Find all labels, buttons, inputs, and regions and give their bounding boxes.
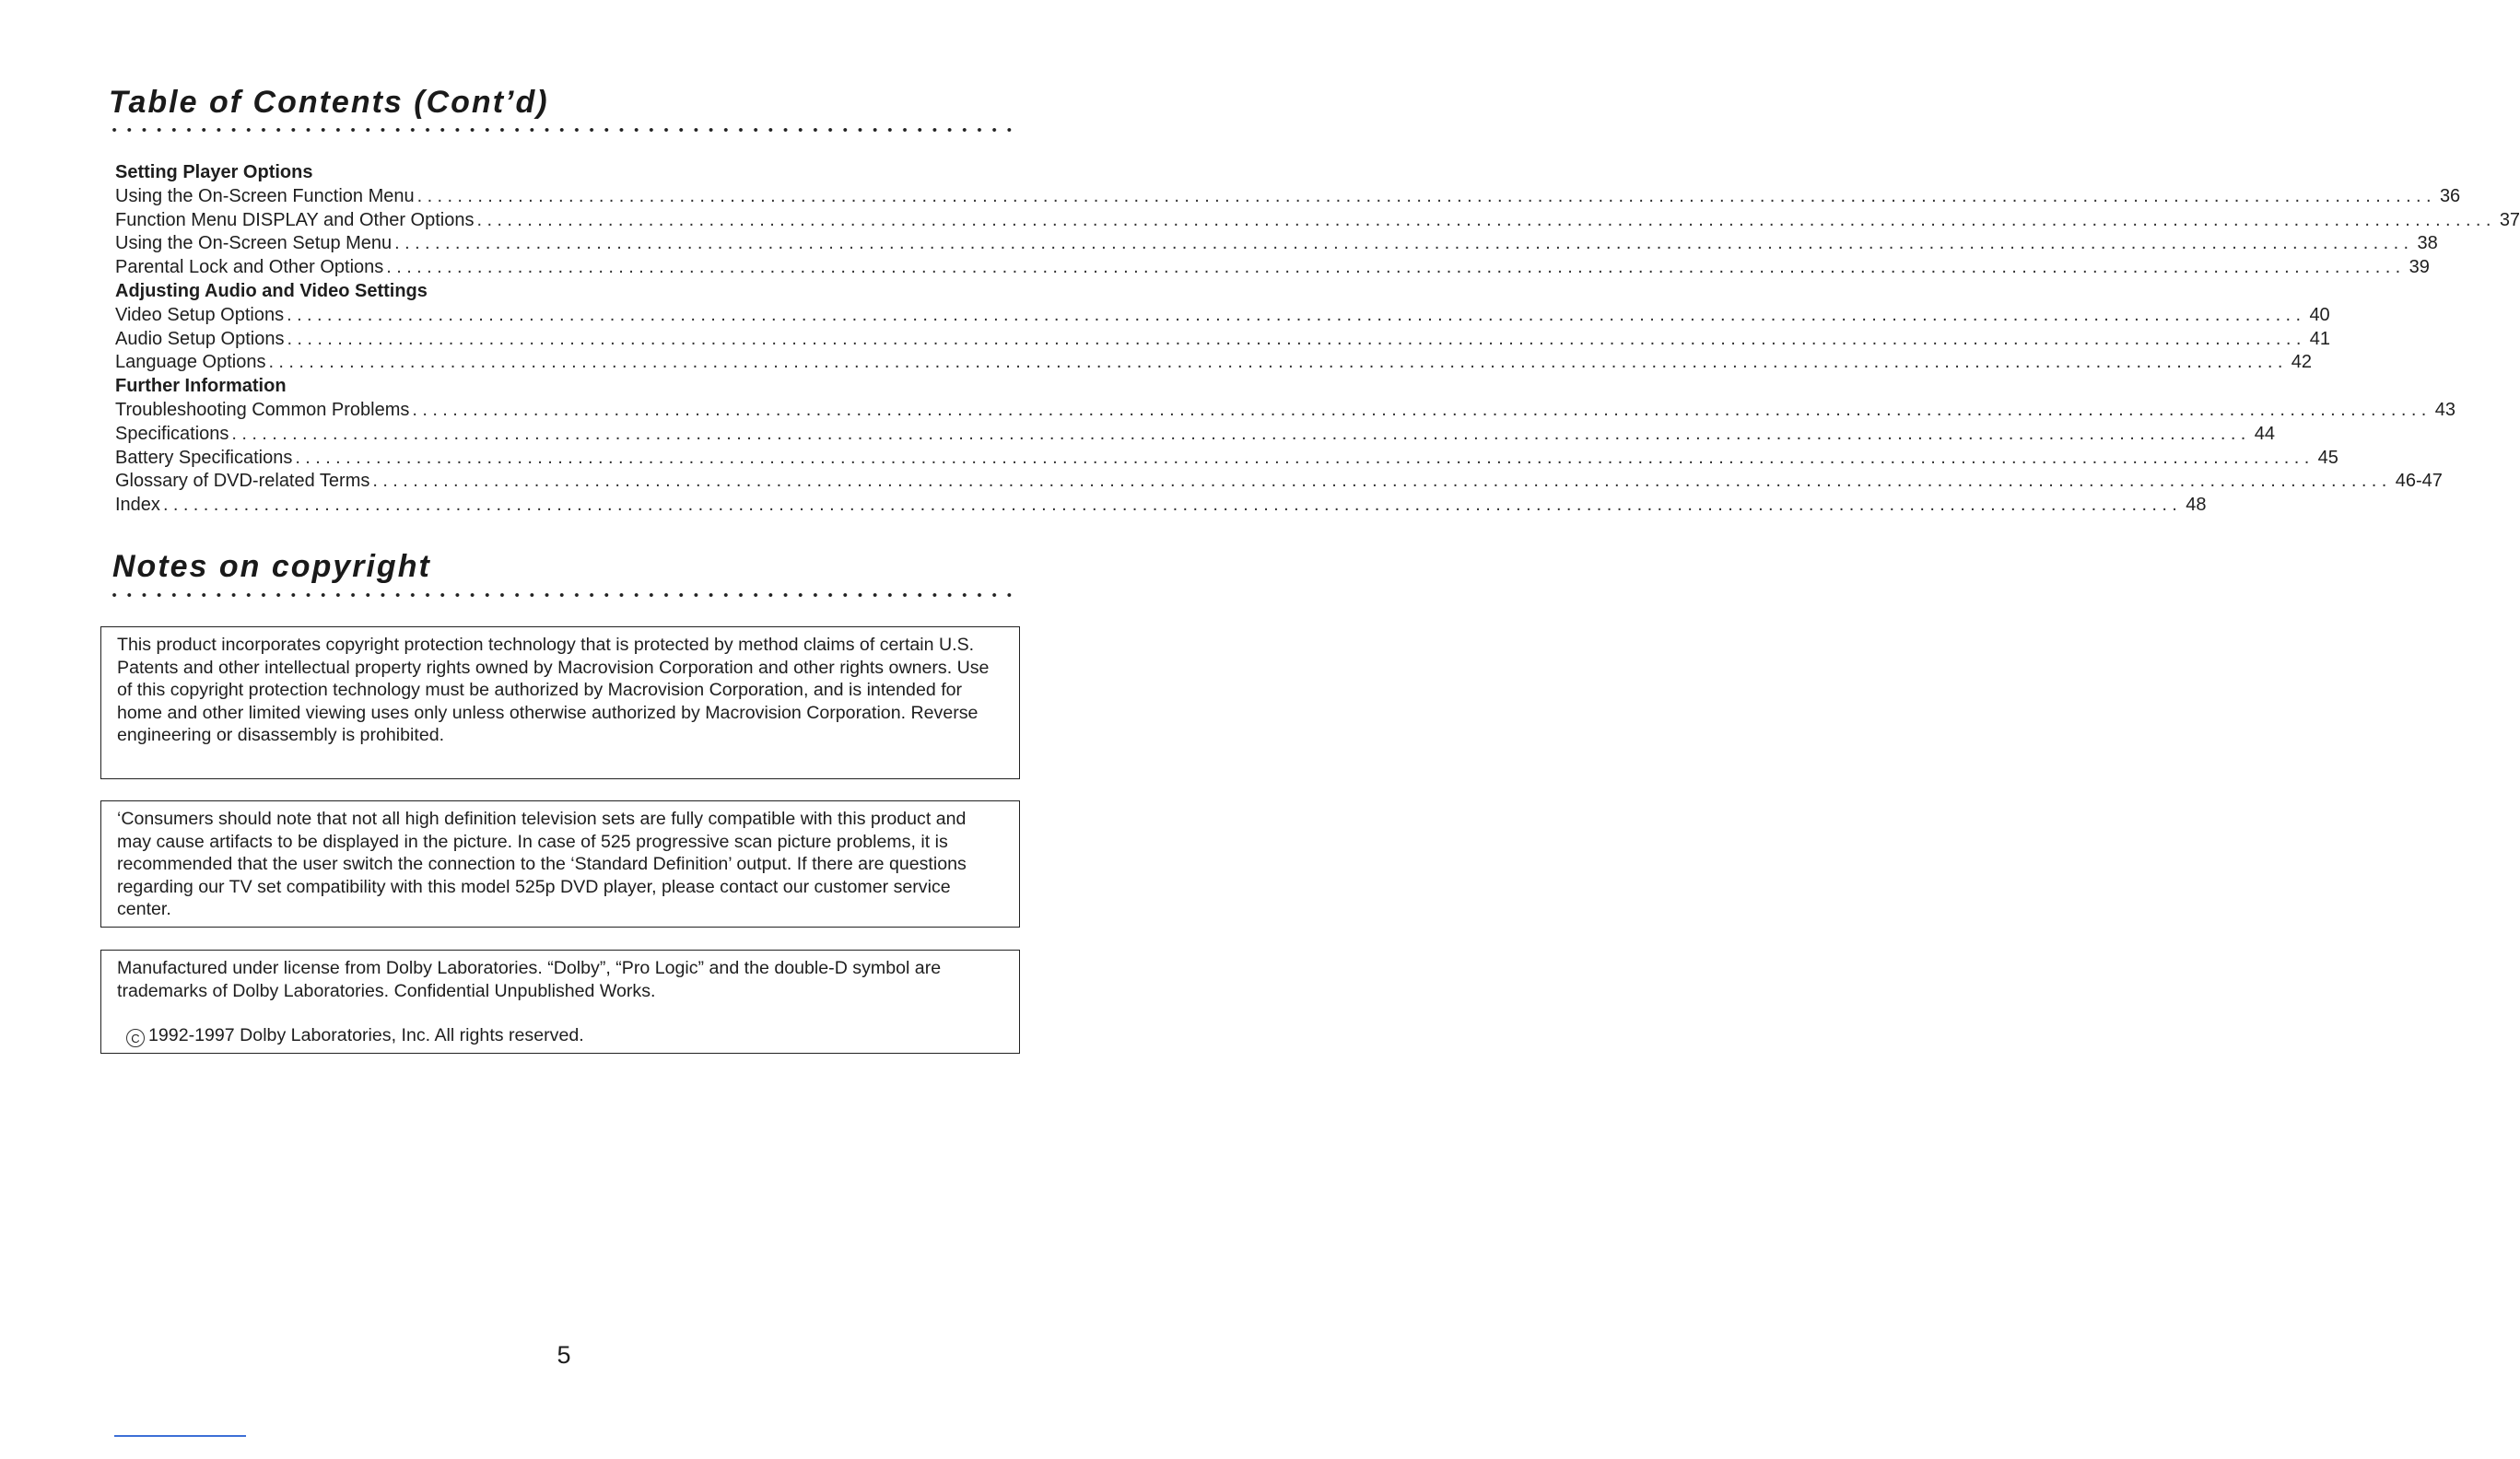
toc-entry-label: Using the On-Screen Setup Menu bbox=[115, 233, 393, 254]
toc-section-heading: Setting Player Options bbox=[115, 162, 313, 182]
toc-entry-label: Troubleshooting Common Problems bbox=[115, 399, 410, 420]
toc-entry-page: 48 bbox=[2186, 495, 2207, 516]
toc-entry bbox=[115, 470, 2443, 494]
toc-entry-label: Parental Lock and Other Options bbox=[115, 257, 384, 278]
consumers-notice-text: ‘Consumers should note that not all high definition television sets are fully compatible with this product and may cause artifacts to be displayed in the picture. In case of 525 progressive scan picture problems, it is recommended that the user switch the connection to the ‘Standard Definition’ output. If there are questions regarding our TV set compatibility with this model 525p DVD player, please contact our customer service center. bbox=[117, 809, 967, 920]
toc-entry-page: 46-47 bbox=[2395, 471, 2443, 492]
toc-dot-leader: ........................................................................................................................................................................................................ bbox=[268, 352, 2288, 373]
toc-entry-label: Function Menu DISPLAY and Other Options bbox=[115, 209, 475, 230]
toc-entry bbox=[115, 399, 2456, 423]
toc-dot-leader: ........................................................................................................................................................................................................ bbox=[412, 399, 2432, 420]
toc-entry-label: Video Setup Options bbox=[115, 304, 285, 325]
toc-dot-leader: ........................................................................................................................................................................................................ bbox=[295, 447, 2315, 468]
consumers-notice-box bbox=[100, 800, 1020, 928]
page-number: 5 bbox=[557, 1341, 571, 1369]
toc-entry-page: 39 bbox=[2409, 257, 2430, 278]
toc-entry bbox=[115, 328, 2331, 352]
toc-entry bbox=[115, 494, 2207, 518]
dolby-notice-box bbox=[100, 950, 1020, 1054]
toc-entry bbox=[115, 351, 2313, 375]
copyright-dotted-rule bbox=[107, 592, 1015, 598]
toc-entry-label: Audio Setup Options bbox=[115, 328, 285, 349]
toc-entry-label: Using the On-Screen Function Menu bbox=[115, 185, 415, 206]
toc-entry bbox=[115, 185, 2461, 209]
toc-dot-leader: ........................................................................................................................................................................................................ bbox=[287, 304, 2306, 325]
toc-dot-leader: ........................................................................................................................................................................................................ bbox=[372, 471, 2392, 492]
toc-dot-leader: ........................................................................................................................................................................................................ bbox=[394, 233, 2414, 254]
table-of-contents bbox=[115, 161, 2520, 518]
toc-entry-page: 36 bbox=[2439, 185, 2461, 206]
toc-title: Table of Contents (Cont’d) bbox=[109, 85, 549, 120]
copyright-title: Notes on copyright bbox=[112, 549, 431, 584]
macrovision-notice-text: This product incorporates copyright protection technology that is protected by method claims of certain U.S. Patents and other intellectual property rights owned by Macrovision Corporation and other rights owners. Use of this copyright protection technology must be authorized by Macrovision Corporation, and is intended for home and other limited viewing uses only unless otherwise authorized by Macrovision Corporation. Reverse engineering or disassembly is prohibited. bbox=[117, 635, 990, 746]
toc-entry-page: 38 bbox=[2417, 233, 2438, 254]
dolby-notice-text: Manufactured under license from Dolby Laboratories. “Dolby”, “Pro Logic” and the double-D symbol are trademarks of Dolby Laboratories. Confidential Unpublished Works. bbox=[117, 958, 942, 1001]
toc-entry-page: 43 bbox=[2434, 399, 2456, 420]
toc-entry bbox=[115, 447, 2338, 471]
toc-entry-label: Specifications bbox=[115, 423, 229, 444]
dolby-copyright-line bbox=[117, 1024, 1004, 1047]
toc-entry-label: Language Options bbox=[115, 352, 266, 373]
toc-section-heading: Further Information bbox=[115, 376, 287, 397]
macrovision-notice-box bbox=[100, 626, 1020, 779]
toc-entry-page: 37 bbox=[2499, 209, 2520, 230]
footer-link-underline bbox=[114, 1435, 246, 1437]
toc-dotted-rule bbox=[107, 127, 1015, 133]
copyright-symbol-icon: C bbox=[126, 1029, 145, 1047]
toc-entry bbox=[115, 232, 2438, 256]
dolby-copyright-text: 1992-1997 Dolby Laboratories, Inc. All rights reserved. bbox=[148, 1025, 584, 1046]
toc-entry bbox=[115, 256, 2430, 280]
toc-dot-leader: ........................................................................................................................................................................................................ bbox=[162, 495, 2183, 516]
toc-entry-page: 45 bbox=[2317, 447, 2338, 468]
toc-entry-label: Battery Specifications bbox=[115, 447, 293, 468]
toc-section-heading: Adjusting Audio and Video Settings bbox=[115, 280, 428, 301]
toc-dot-leader: ........................................................................................................................................................................................................ bbox=[231, 423, 2251, 444]
toc-entry-page: 42 bbox=[2291, 352, 2313, 373]
toc-entry bbox=[115, 423, 2275, 447]
toc-entry-label: Glossary of DVD-related Terms bbox=[115, 471, 370, 492]
toc-entry-label: Index bbox=[115, 495, 160, 516]
toc-dot-leader: ........................................................................................................................................................................................................ bbox=[416, 185, 2436, 206]
toc-entry bbox=[115, 304, 2330, 328]
toc-entry-page: 41 bbox=[2309, 328, 2331, 349]
toc-entry-page: 40 bbox=[2309, 304, 2330, 325]
toc-dot-leader: ........................................................................................................................................................................................................ bbox=[476, 209, 2496, 230]
toc-entry-page: 44 bbox=[2254, 423, 2275, 444]
toc-entry bbox=[115, 209, 2520, 233]
toc-dot-leader: ........................................................................................................................................................................................................ bbox=[386, 257, 2406, 278]
toc-dot-leader: ........................................................................................................................................................................................................ bbox=[287, 328, 2306, 349]
